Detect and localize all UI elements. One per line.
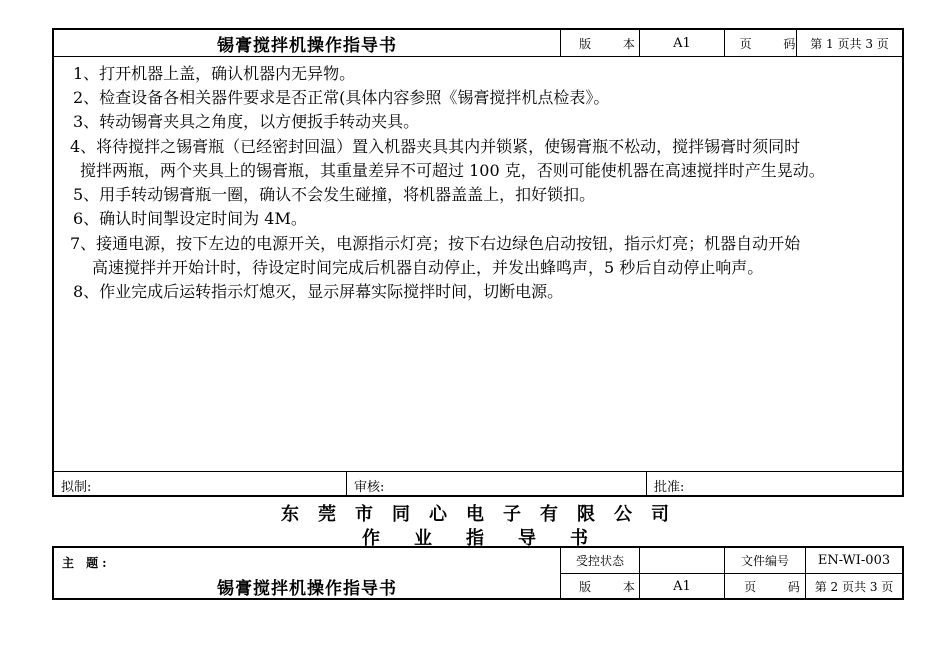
footer-page-label: 页 码 <box>744 579 814 594</box>
doc-number-value: EN-WI-003 <box>817 553 891 568</box>
step-5: 5、用手转动锡膏瓶一圈，确认不会发生碰撞，将机器盖盖上，扣好锁扣。 <box>73 185 596 204</box>
procedure-sheet <box>52 28 904 497</box>
signature-row <box>54 472 902 497</box>
document-type-heading: 作业指导书 <box>362 528 622 549</box>
footer-version-value: A1 <box>673 578 691 594</box>
control-status-value <box>640 548 724 573</box>
step-7: 7、接通电源，按下左边的电源开关，电源指示灯亮；按下右边绿色启动按钮，指示灯亮；机器自动开始 <box>70 234 801 253</box>
page-value: 第 1 页共 3 页 <box>810 36 889 51</box>
header-row <box>54 30 902 56</box>
reviewed-by-label: 审核: <box>354 479 385 495</box>
footer-version-label: 版 本 <box>579 579 649 594</box>
approved-by-label: 批准: <box>654 479 685 495</box>
subject-label: 主 题: <box>62 556 111 570</box>
next-page-header <box>52 546 904 600</box>
page-label: 页 码 <box>739 36 810 51</box>
footer-page-value: 第 2 页共 3 页 <box>814 579 894 594</box>
steps-list <box>54 57 902 471</box>
company-name: 东莞市同心电子有限公司 <box>281 504 688 525</box>
step-2: 2、检查设备各相关器件要求是否正常(具体内容参照《锡膏搅拌机点检表》。 <box>73 88 610 107</box>
step-4: 4、将待搅拌之锡膏瓶（已经密封回温）置入机器夹具其内并锁紧，使锡膏瓶不松动，搅拌锡膏时须同时 <box>70 137 801 156</box>
document-title: 锡膏搅拌机操作指导书 <box>217 35 397 56</box>
version-value: A1 <box>673 35 691 51</box>
footer-document-title: 锡膏搅拌机操作指导书 <box>217 578 397 599</box>
doc-number-label: 文件编号 <box>740 554 789 568</box>
control-status-label: 受控状态 <box>575 554 624 568</box>
step-8: 8、作业完成后运转指示灯熄灭，显示屏幕实际搅拌时间，切断电源。 <box>73 282 564 301</box>
step-3: 3、转动锡膏夹具之角度，以方便扳手转动夹具。 <box>73 112 420 131</box>
version-label: 版 本 <box>579 36 649 51</box>
step-4-continued: 搅拌两瓶，两个夹具上的锡膏瓶，其重量差异不可超过 100 克，否则可能使机器在高速搅拌时产生晃动。 <box>80 161 825 180</box>
step-6: 6、确认时间掣设定时间为 4M。 <box>73 209 307 228</box>
step-7-continued: 高速搅拌并开始计时，待设定时间完成后机器自动停止，并发出蜂鸣声，5 秒后自动停止响声。 <box>92 258 764 277</box>
step-1: 1、打开机器上盖，确认机器内无异物。 <box>73 64 356 83</box>
drafted-by-label: 拟制: <box>61 479 92 495</box>
